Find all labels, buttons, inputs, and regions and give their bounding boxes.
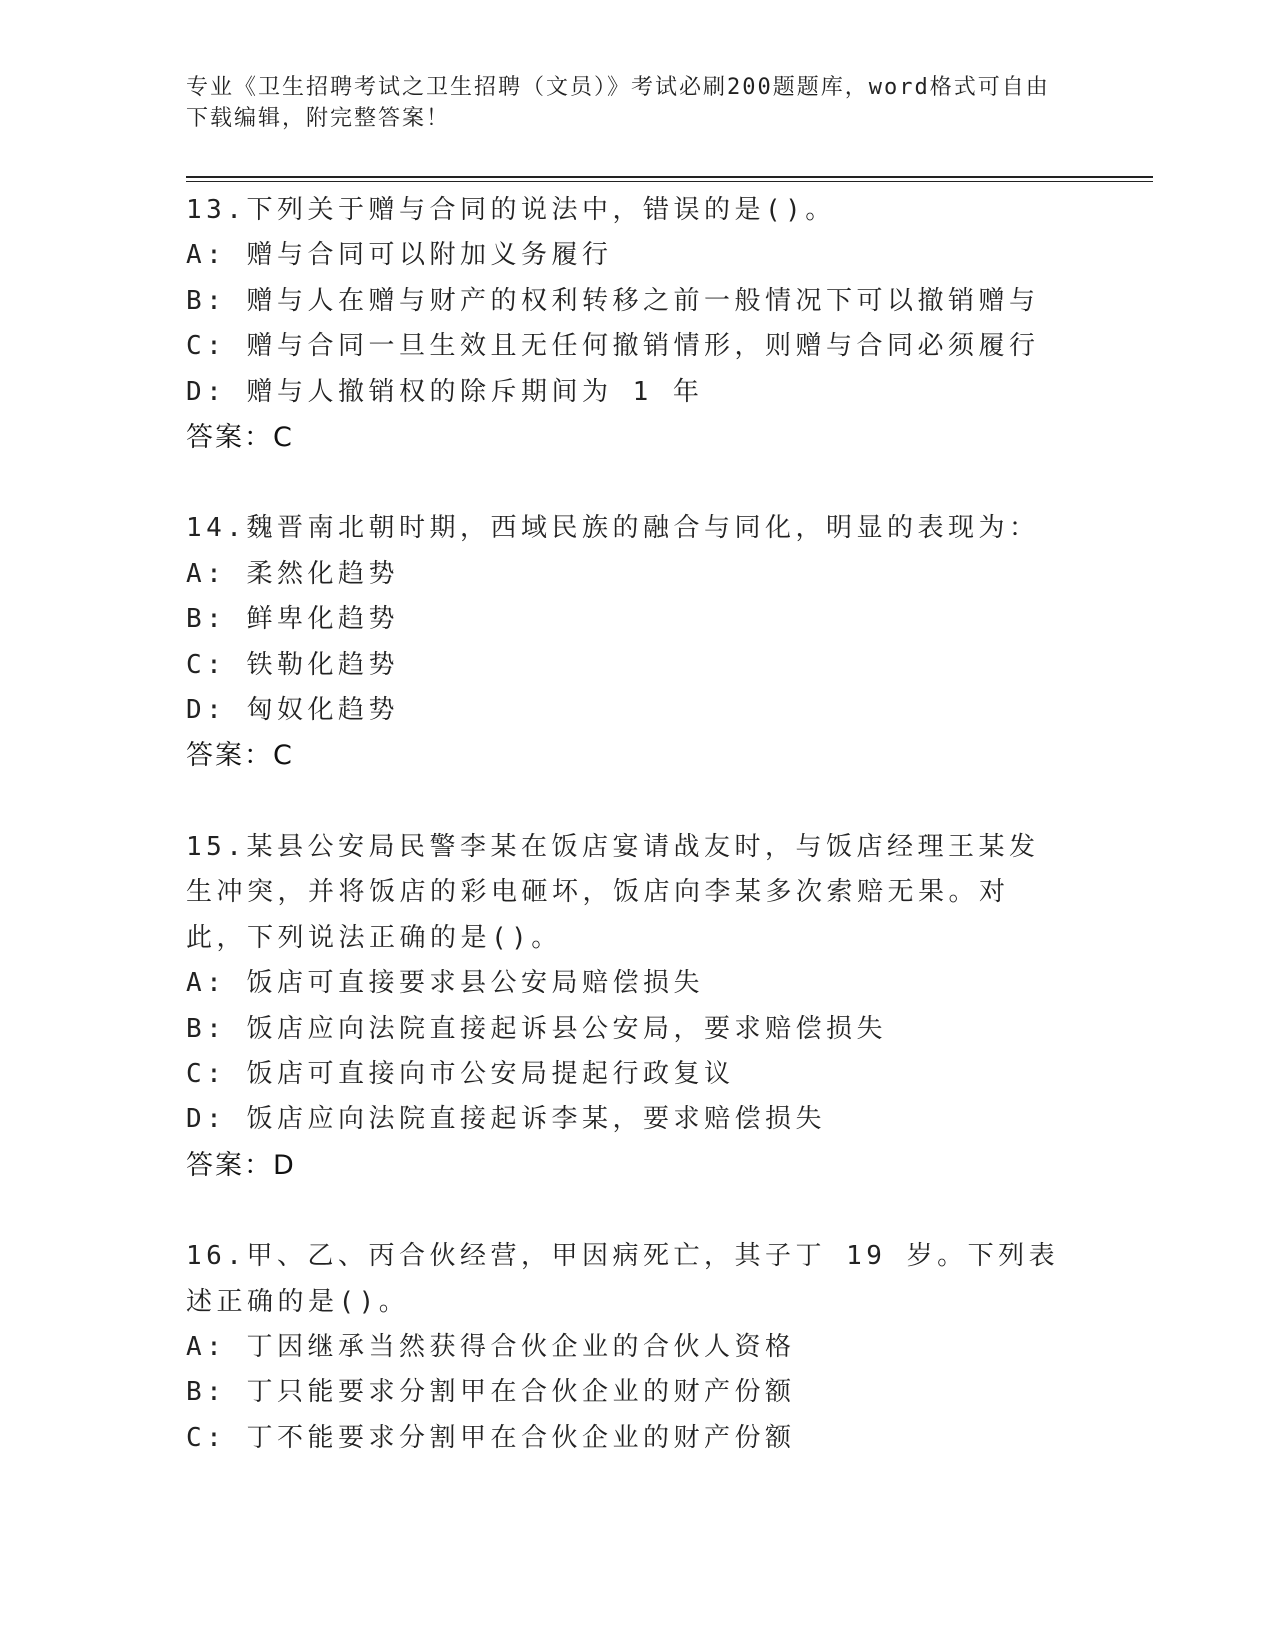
question-15: [186, 825, 1086, 1188]
question-list: [186, 188, 1086, 1507]
question-13: [186, 188, 1086, 460]
header-divider: [186, 176, 1153, 178]
answer: 答案：C: [186, 740, 294, 772]
question-16: [186, 1234, 1086, 1461]
option-a: A: 丁因继承当然获得合伙企业的合伙人资格: [186, 1331, 796, 1362]
document-header: 专业《卫生招聘考试之卫生招聘（文员）》考试必刷200题题库，word格式可自由下载编辑，附完整答案！: [186, 75, 1050, 131]
question-stem: 14.魏晋南北朝时期，西域民族的融合与同化，明显的表现为：: [186, 513, 1040, 544]
option-d: D: 赠与人撤销权的除斥期间为 1 年: [186, 376, 704, 407]
header-divider-thin: [186, 181, 1153, 182]
question-stem: 13.下列关于赠与合同的说法中，错误的是()。: [186, 195, 836, 225]
question-14: [186, 506, 1086, 778]
question-stem: 15.某县公安局民警李某在饭店宴请战友时，与饭店经理王某发生冲突，并将饭店的彩电砸坏，饭店向李某多次索赔无果。对此，下列说法正确的是()。: [186, 831, 1040, 953]
option-c: C: 丁不能要求分割甲在合伙企业的财产份额: [186, 1422, 796, 1453]
option-a: A: 饭店可直接要求县公安局赔偿损失: [186, 968, 704, 999]
option-b: B: 饭店应向法院直接起诉县公安局，要求赔偿损失: [186, 1013, 887, 1044]
option-c: C: 赠与合同一旦生效且无任何撤销情形，则赠与合同必须履行: [186, 331, 1040, 362]
option-b: B: 丁只能要求分割甲在合伙企业的财产份额: [186, 1377, 796, 1408]
answer: 答案：C: [186, 422, 294, 454]
answer: 答案：D: [186, 1149, 296, 1181]
option-a: A: 赠与合同可以附加义务履行: [186, 240, 613, 271]
option-d: D: 匈奴化趋势: [186, 695, 399, 726]
option-b: B: 鲜卑化趋势: [186, 604, 399, 635]
option-a: A: 柔然化趋势: [186, 558, 399, 589]
option-d: D: 饭店应向法院直接起诉李某，要求赔偿损失: [186, 1104, 826, 1135]
option-c: C: 饭店可直接向市公安局提起行政复议: [186, 1058, 735, 1089]
option-b: B: 赠与人在赠与财产的权利转移之前一般情况下可以撤销赠与: [186, 285, 1040, 316]
option-c: C: 铁勒化趋势: [186, 649, 399, 680]
question-stem: 16.甲、乙、丙合伙经营，甲因病死亡，其子丁 19 岁。下列表述正确的是()。: [186, 1241, 1060, 1317]
